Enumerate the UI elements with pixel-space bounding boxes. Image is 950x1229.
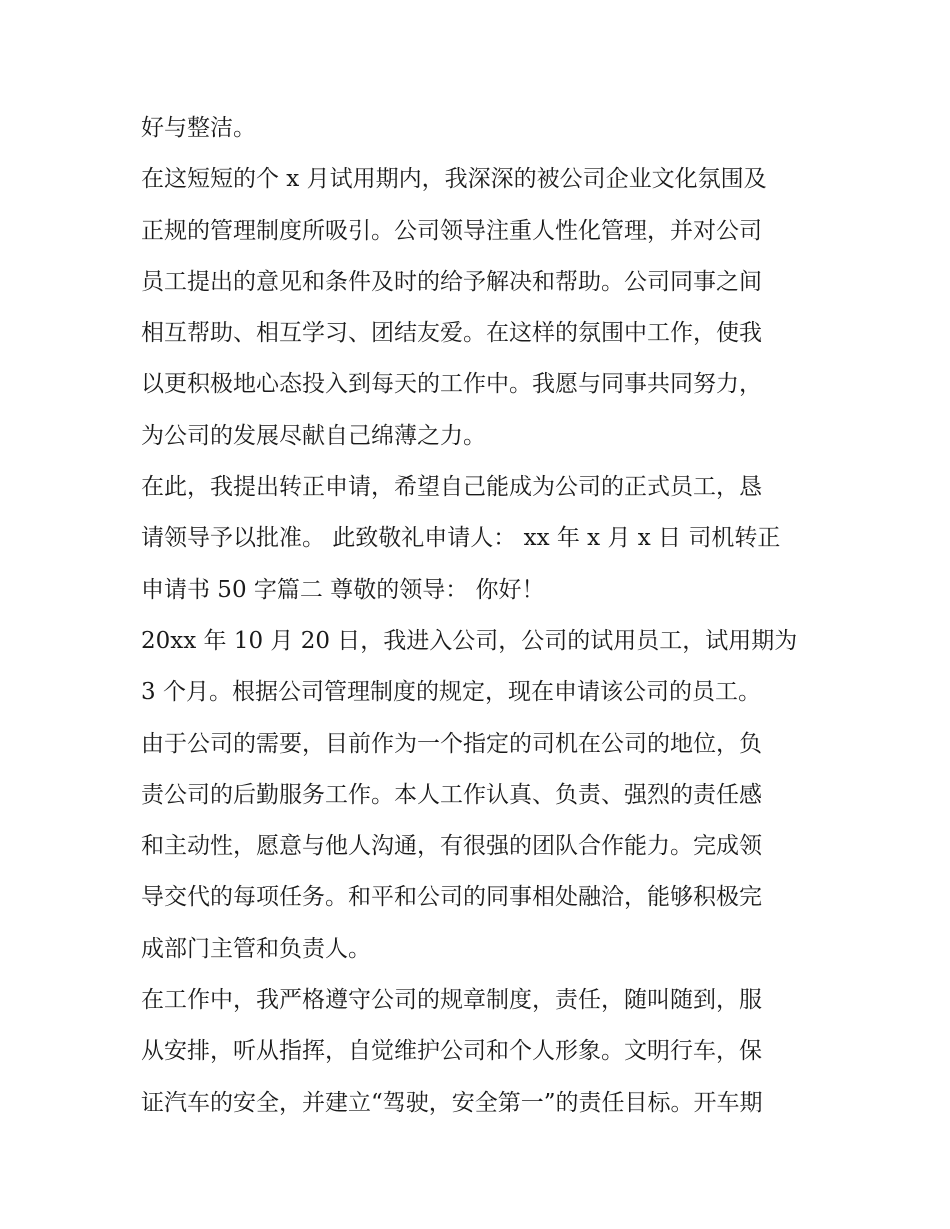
text-line: 请领导予以批准。 此致敬礼申请人： xx 年 x 月 x 日 司机转正 — [141, 525, 781, 552]
text-line: 在这短短的个 x 月试用期内，我深深的被公司企业文化氛围及 — [141, 166, 767, 193]
text-line: 和主动性，愿意与他人沟通，有很强的团队合作能力。完成领 — [141, 833, 762, 860]
text-line: 在工作中，我严格遵守公司的规章制度，责任，随叫随到，服 — [141, 987, 762, 1014]
text-line: 成部门主管和负责人。 — [141, 935, 371, 962]
text-line: 3 个月。根据公司管理制度的规定，现在申请该公司的员工。 — [141, 679, 761, 706]
text-line: 20xx 年 10 月 20 日，我进入公司，公司的试用员工，试用期为 — [141, 627, 798, 654]
text-line: 正规的管理制度所吸引。公司领导注重人性化管理，并对公司 — [141, 217, 762, 244]
text-line: 申请书 50 字篇二 尊敬的领导： 你好！ — [141, 576, 545, 603]
text-line: 责公司的后勤服务工作。本人工作认真、负责、强烈的责任感 — [141, 781, 762, 808]
text-line: 证汽车的安全，并建立“驾驶，安全第一”的责任目标。开车期 — [141, 1089, 763, 1116]
text-line: 员工提出的意见和条件及时的给予解决和帮助。公司同事之间 — [141, 268, 762, 295]
text-line: 从安排，听从指挥，自觉维护公司和个人形象。文明行车，保 — [141, 1038, 762, 1065]
text-line: 导交代的每项任务。和平和公司的同事相处融洽，能够积极完 — [141, 884, 762, 911]
text-line: 为公司的发展尽献自己绵薄之力。 — [141, 422, 486, 449]
text-line: 在此，我提出转正申请，希望自己能成为公司的正式员工，恳 — [141, 474, 762, 501]
text-line: 好与整洁。 — [141, 115, 256, 141]
text-line: 以更积极地心态投入到每天的工作中。我愿与同事共同努力， — [141, 371, 762, 398]
document-body — [141, 106, 821, 1132]
text-line: 相互帮助、相互学习、团结友爱。在这样的氛围中工作，使我 — [141, 320, 762, 347]
text-line: 由于公司的需要，目前作为一个指定的司机在公司的地位，负 — [141, 730, 762, 757]
